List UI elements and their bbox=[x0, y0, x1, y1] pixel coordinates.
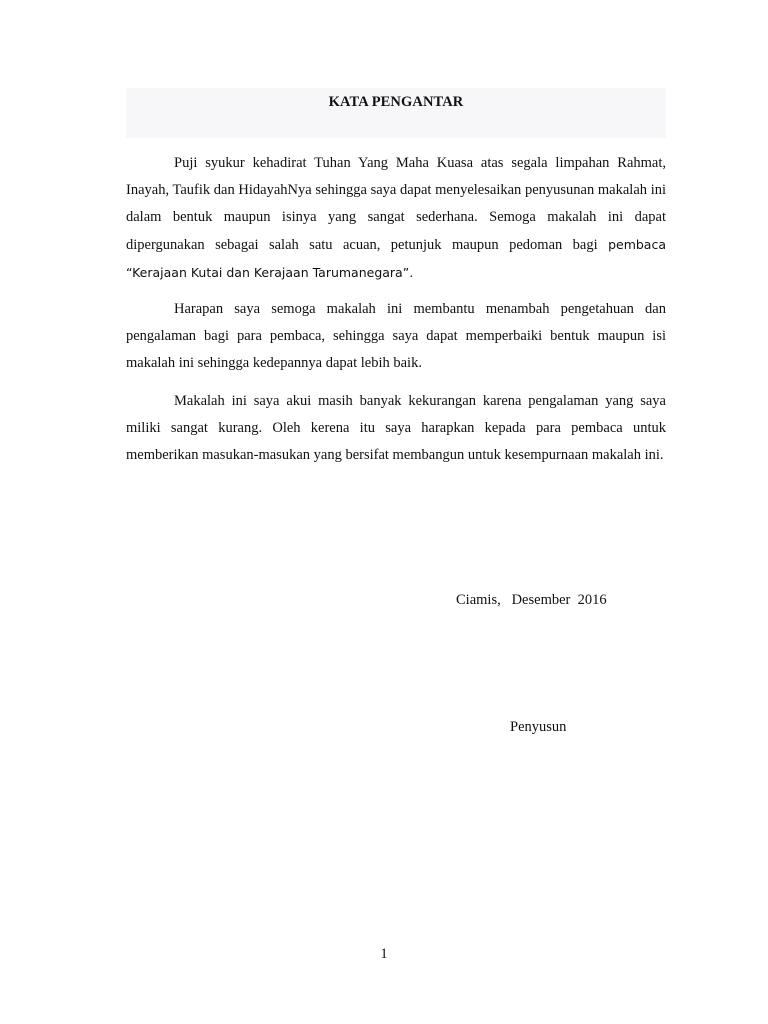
paragraph-intro-tail: pembaca “Kerajaan Kutai dan Kerajaan Tarumanegara”. bbox=[126, 237, 666, 280]
paragraph-hope: Harapan saya semoga makalah ini membantu menambah pengetahuan dan pengalaman bagi para pembaca, sehingga saya dapat memperbaiki bentuk maupun isi makalah ini sehingga kedepannya dapat lebih baik. bbox=[126, 301, 666, 371]
place-date: Ciamis, Desember 2016 bbox=[456, 592, 607, 608]
author-signature: Penyusun bbox=[510, 719, 567, 735]
paragraph-closing: Makalah ini saya akui masih banyak kekurangan karena pengalaman yang saya miliki sangat kurang. Oleh kerena itu saya harapkan kepada para pembaca untuk memberikan masukan-masukan yang bersifat membangun untuk kesempurnaan makalah ini. bbox=[126, 393, 666, 463]
title-band bbox=[126, 88, 666, 138]
paragraph-intro-text: Puji syukur kehadirat Tuhan Yang Maha Kuasa atas segala limpahan Rahmat, Inayah, Taufik dan HidayahNya sehingga saya dapat menyelesaikan penyusunan makalah ini dalam bentuk maupun isinya yang sangat sederhana. Semoga makalah ini dapat dipergunakan sebagai salah satu acuan, petunjuk maupun pedoman bagi bbox=[126, 155, 666, 253]
page-number: 1 bbox=[380, 946, 388, 962]
page-title: KATA PENGANTAR bbox=[328, 94, 464, 110]
paragraph-intro bbox=[126, 150, 666, 287]
